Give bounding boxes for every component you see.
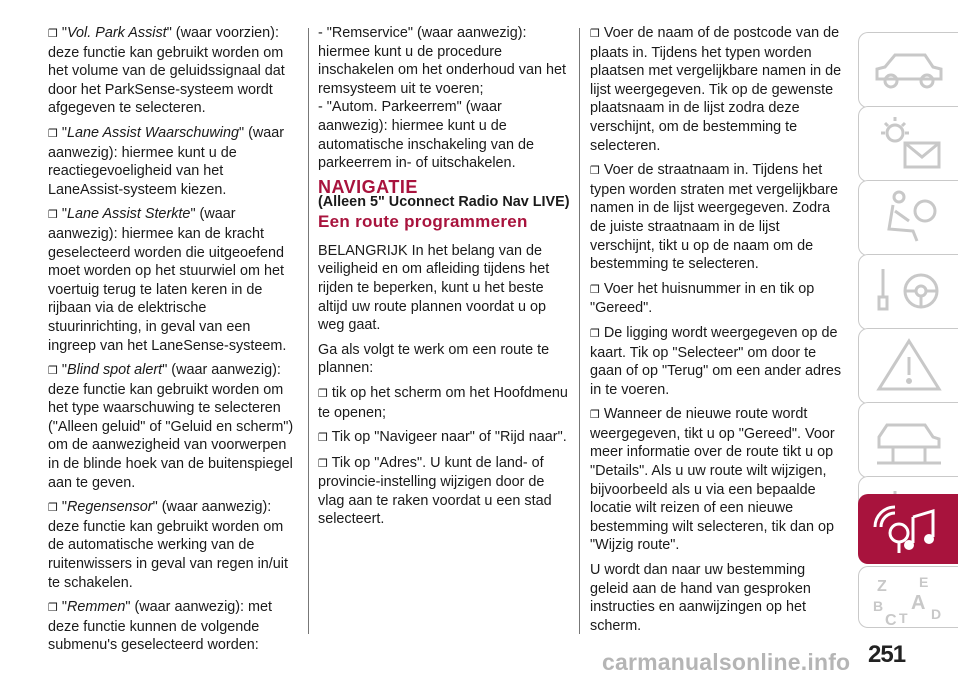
list-item: ❒ "Lane Assist Waarschuwing" (waar aanwezig): hiermee kunt u de reactiegevoeligheid van het LaneAssist-systeem kiezen. [48,124,285,198]
page-number: 251 [868,641,906,668]
list-item: ❒ Wanneer de nieuwe route wordt weergegeven, tikt u op "Gereed". Voor meer informatie over de route tikt u op "Details". Als u uw route wilt wijzigen, bijvoorbeeld als u via een bepaalde locatie wilt reizen of een nieuwe bestemming wilt selecteren, tik dan op "Wijzig route". [590,406,835,554]
section-subheading: (Alleen 5" Uconnect Radio Nav LIVE) [318,193,570,210]
chapter-tab-vehicle[interactable] [858,32,958,108]
chapter-tabs [852,0,960,678]
checkbox-bullet-icon: ❒ [590,164,600,178]
setting-term: Vol. Park Assist [66,25,167,41]
list-item: ❒ Tik op "Adres". U kunt de land- of provincie-instelling wijzigen door de vlag aan te raken voordat u een stad selecteert. [318,454,552,528]
checkbox-bullet-icon: ❒ [48,501,58,515]
list-item: ❒ Voer de naam of de postcode van de plaats in. Tijdens het typen worden plaatsen met vergelijkbare namen in de lijst weergegeven. Tik op de gewenste plaatsnaam in de lijst zodra deze verschijnt, om de bestemming te selecteren. [590,25,842,154]
text-column-3 [590,24,842,641]
hazard-triangle-icon [869,335,949,397]
index-letter: Z [877,578,887,595]
checkbox-bullet-icon: ❒ [48,208,58,222]
chapter-tab-starting[interactable] [858,254,958,330]
setting-term: Regensensor [66,499,153,516]
chapter-tab-safety[interactable] [858,180,958,256]
list-item: ❒ "Blind spot alert" (waar aanwezig): deze functie kan gebruikt worden om het type waarschuwing te selecteren ("Alleen geluid" of "Geluid en scherm") om de aanwezigheid van voorwerpen in de blinde hoek van de buitenspiegel aan te geven. [48,362,294,491]
checkbox-bullet-icon: ❒ [48,126,58,140]
list-item: ❒ Voer het huisnummer in en tik op "Gereed". [590,280,815,317]
index-letter: B [873,598,884,614]
list-item: ❒ "Regensensor" (waar aanwezig): deze functie kan gebruikt worden om de automatische werking van de ruitenwissers in geval van regen in/uit te schakelen. [48,499,288,591]
list-item: ❒ tik op het scherm om het Hoofdmenu te openen; [318,384,568,421]
seat-airbag-icon [869,187,949,249]
checkbox-bullet-icon: ❒ [590,408,600,422]
checkbox-bullet-icon: ❒ [48,601,58,615]
setting-term: Lane Assist Sterkte [66,206,191,223]
column-divider-left [308,28,309,634]
checkbox-bullet-icon: ❒ [318,456,328,470]
list-item: ❒ Voer de straatnaam in. Tijdens het typen worden straten met vergelijkbare namen in de lijst weergegeven. Zodra de juiste straatnaam in de lijst verschijnt, tikt u op de naam om de bestemming te selecteren. [590,162,838,273]
text-column-2 [318,24,572,535]
car-lift-icon [869,409,949,471]
chapter-tab-maintenance[interactable] [858,402,958,478]
checkbox-bullet-icon: ❒ [318,386,328,400]
checkbox-bullet-icon: ❒ [48,364,58,378]
checkbox-bullet-icon: ❒ [590,27,600,40]
checkbox-bullet-icon: ❒ [318,431,328,445]
checkbox-bullet-icon: ❒ [590,326,600,340]
car-icon [869,39,949,101]
text-column-1 [48,24,300,661]
paragraph: BELANGRIJK In het belang van de veiligheid en om afleiding tijdens het rijden te beperken, kunt u het beste altijd uw route plannen voordat u op weg gaat. [318,242,550,334]
setting-term: Remmen [66,599,126,616]
key-steering-wheel-icon [869,261,949,323]
paragraph: U wordt dan naar uw bestemming geleid aan de hand van gesproken instructies en aanwijzingen op het scherm. [590,562,811,634]
list-item: ❒ "Lane Assist Sterkte" (waar aanwezig): hiermee kan de kracht geselecteerd worden die uitgeoefend moet worden op het stuurwiel om het voertuig terug te laten keren in de rijbaan via de elektrische stuurinrichting, in geval van een ingreep van het LaneSense-systeem. [48,206,287,354]
watermark: carmanualsonline.info [602,649,851,675]
index-letter: T [899,610,908,626]
chapter-tab-multimedia[interactable] [858,494,958,564]
setting-term: Blind spot alert [66,362,163,379]
checkbox-bullet-icon: ❒ [48,27,58,40]
list-item: ❒ "Vol. Park Assist" (waar voorzien): deze functie kan gebruikt worden om het volume van de geluidssignaal dat door het ParkSense-systeem wordt afgegeven te selecteren. [48,25,285,117]
chapter-tab-index[interactable] [858,566,958,628]
section-heading: NAVIGATIE [318,176,418,197]
checkbox-bullet-icon: ❒ [590,282,600,296]
chapter-tab-dashboard[interactable] [858,106,958,182]
index-letters-icon [869,573,949,629]
warning-light-envelope-icon [869,113,949,175]
list-item: ❒ "Remmen" (waar aanwezig): met deze functie kunnen de volgende submenu's geselecteerd worden: [48,599,273,654]
index-letter: A [911,592,926,614]
setting-term: Lane Assist Waarschuwing [66,124,239,141]
multimedia-icon [869,501,949,561]
list-item: ❒ Tik op "Navigeer naar" of "Rijd naar". [318,429,567,446]
index-letter: E [919,574,929,590]
chapter-tab-emergency[interactable] [858,328,958,404]
list-item: ❒ De ligging wordt weergegeven op de kaart. Tik op "Selecteer" om door te gaan of op "Terug" om een ander adres in te voeren. [590,324,842,398]
column-divider-right [579,28,580,634]
paragraph: Ga als volgt te werk om een route te plannen: [318,341,550,377]
sub-item: - "Remservice" (waar aanwezig): hiermee kunt u de procedure inschakelen om het onderhoud van het remsysteem uit te voeren; [318,25,567,97]
index-letter: D [931,606,942,622]
sub-item: - "Autom. Parkeerrem" (waar aanwezig): hiermee kunt u de automatische inschakeling van de parkeerrem in- of uitschakelen. [318,99,534,172]
index-letter: C [885,612,897,629]
topic-heading: Een route programmeren [318,211,528,231]
